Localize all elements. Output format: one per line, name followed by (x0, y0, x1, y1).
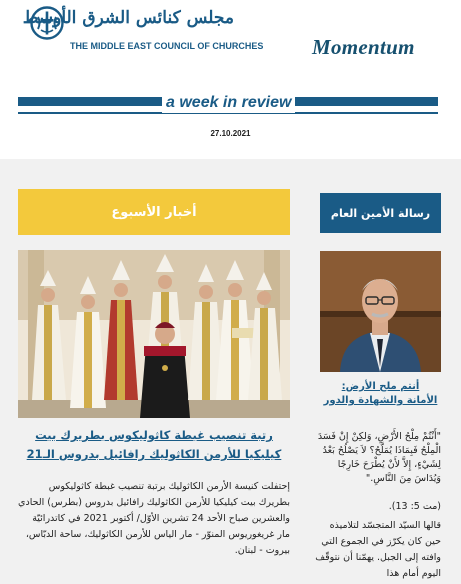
tagline-wrap (162, 93, 295, 113)
scripture-quote: "أَنْتُمْ مِلْحُ الأَرْضِ، وَلكِنْ إِنْ فَسَدَ الْمِلْحُ فَبِمَاذَا يُمَلَّحُ؟ لاَ يَصْلُحُ بَعْدُ لِشَيْءٍ، إِلاَّ لأَنْ يُطْرَحَ خَارِجًا وَيُدَاسَ مِنَ النَّاسِ." (317, 431, 441, 484)
news-section-header (18, 189, 290, 235)
issue-date: 27.10.2021 (210, 129, 251, 138)
secretary-section-label: رسالة الأمين العام (330, 206, 431, 220)
scripture-reference: (مت 5: 13). (388, 501, 441, 512)
news-headline-link[interactable]: رتبة تنصيب غبطة كاثوليكوس بطريرك بيت كيليكيا للأرمن الكاثوليك رافائيل بدروس الـ21 (26, 428, 282, 461)
secretary-portrait[interactable] (320, 251, 441, 372)
secretary-title-line1[interactable]: أنتم ملح الأرض: (341, 381, 420, 392)
newsletter-title: Momentum (312, 35, 415, 59)
secretary-section-header (320, 193, 441, 233)
org-name-english: THE MIDDLE EAST COUNCIL OF CHURCHES (70, 41, 264, 51)
secretary-letter-title[interactable] (320, 380, 441, 408)
org-name-arabic: مجلس كنائس الشرق الأوسط (22, 8, 234, 28)
news-section-label: أخبار الأسبوع (111, 204, 197, 220)
enthronement-photo[interactable] (18, 250, 290, 418)
secretary-title-line2[interactable]: الأمانة والشهادة والدور (323, 395, 438, 406)
tagline: a week in review (166, 94, 292, 111)
news-body-text: إحتفلت كنيسة الأرمن الكاثوليك برتبة تنصيب غبطة كاثوليكوس بطريرك بيت كيليكيا للأرمن الكاثوليك رافائيل بدروس (بطرس) الحادي والعشرين صباح الأحد 24 تشرين الأوّل/ أكتوبر 2021 في كاتدرائيّة مار غريغوريوس المنوّر - مار الياس للأرمن الكاثوليك، ساحة الدبّاس، بيروت - لبنان. (18, 481, 290, 556)
secretary-body-text: قالها السيّد المتجسّد لتلاميذه حين كان يكرّز في الجموع التي وافته إلى الجبل. يهمّنا أن نتوقّف اليوم أمام هذا (315, 520, 441, 579)
